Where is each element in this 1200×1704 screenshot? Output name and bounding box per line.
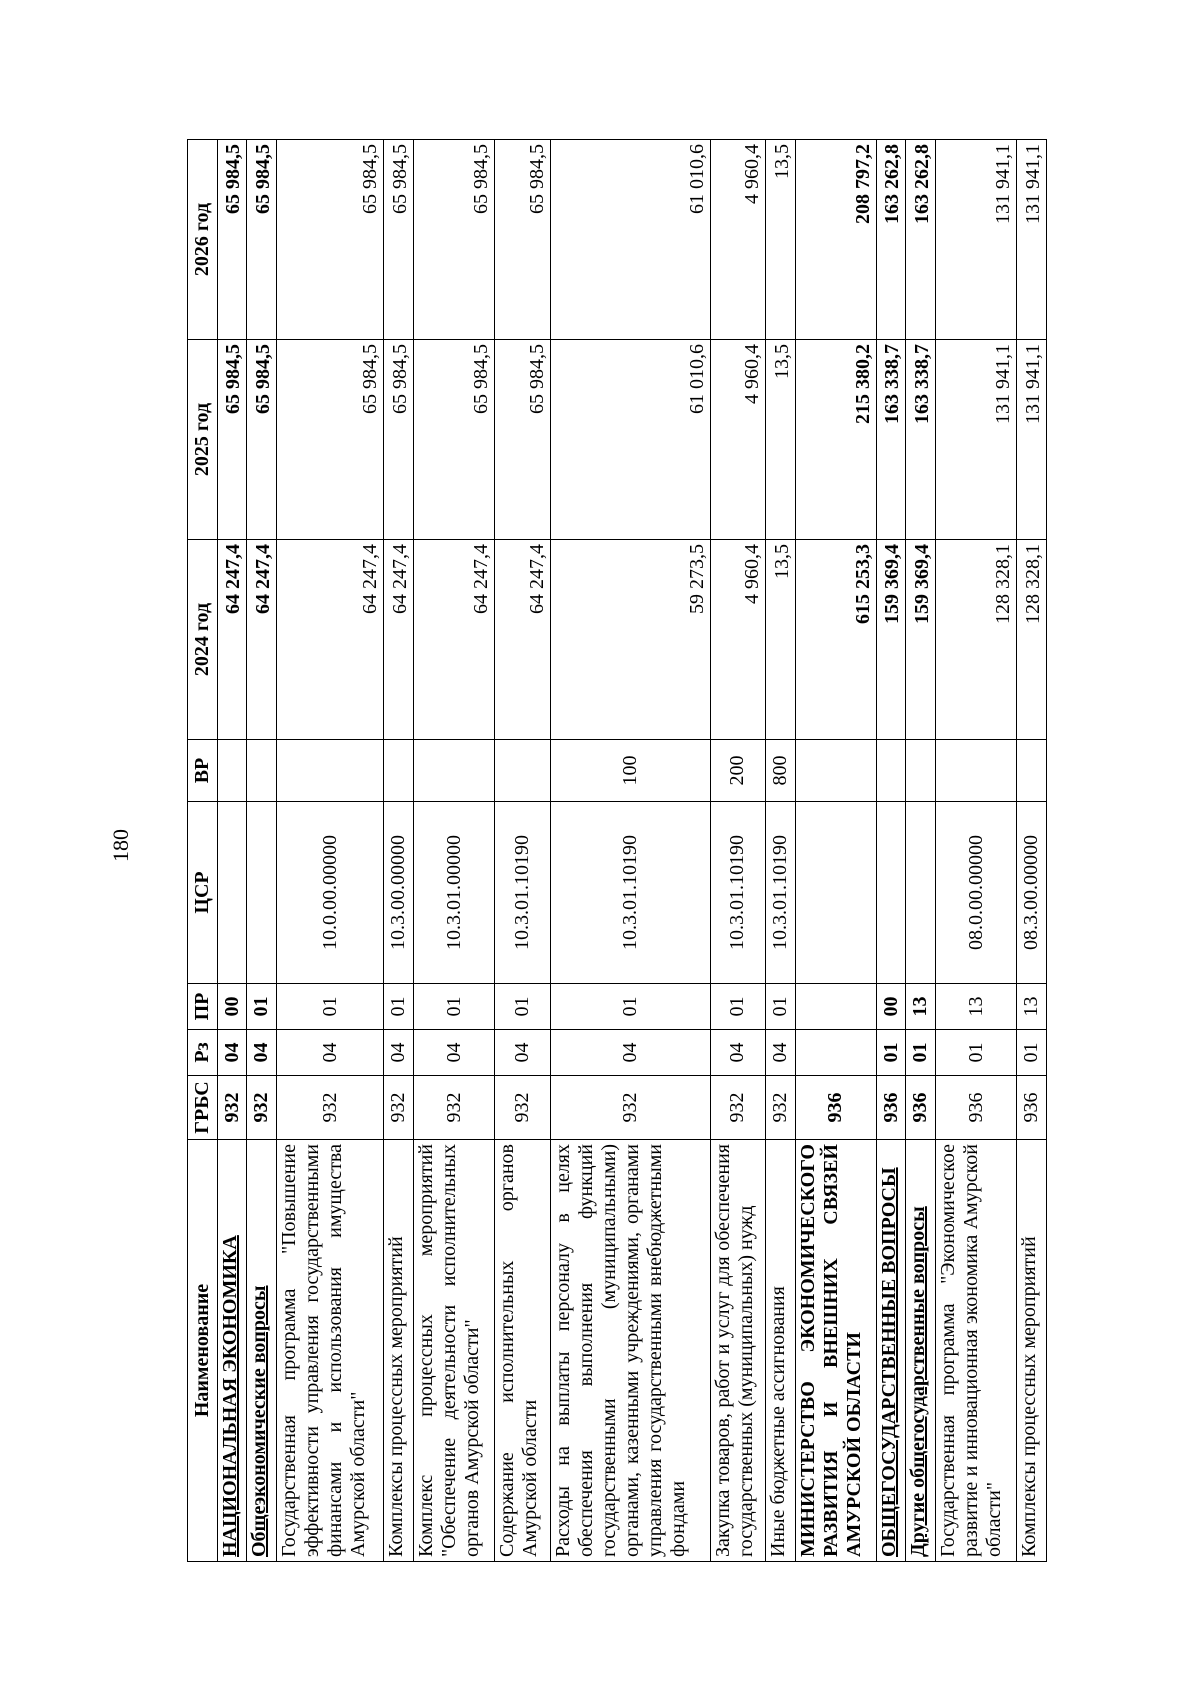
row-2024: 64 247,4 (495, 540, 550, 740)
table-row (218, 140, 247, 1562)
row-vr (795, 740, 877, 802)
table-row (276, 140, 384, 1562)
row-pr: 13 (1017, 984, 1047, 1030)
row-2024: 615 253,3 (795, 540, 877, 740)
row-2025: 65 984,5 (276, 340, 384, 540)
table-row (906, 140, 935, 1562)
row-2024: 64 247,4 (218, 540, 247, 740)
header-grbs: ГРБС (188, 1076, 218, 1140)
row-name: Комплекс процессных мероприятий "Обеспечение деятельности исполнительных органов Амурской области" (413, 1140, 495, 1562)
row-grbs: 932 (710, 1076, 765, 1140)
row-csr (218, 802, 247, 984)
header-vr: ВР (188, 740, 218, 802)
row-vr (276, 740, 384, 802)
header-2025: 2025 год (188, 340, 218, 540)
row-vr (1017, 740, 1047, 802)
header-name: Наименование (188, 1140, 218, 1562)
table-row (495, 140, 550, 1562)
row-2026: 163 262,8 (906, 140, 935, 340)
header-csr: ЦСР (188, 802, 218, 984)
row-rz: 01 (935, 1030, 1017, 1076)
row-pr: 01 (495, 984, 550, 1030)
page-number: 180 (108, 829, 133, 862)
header-pr: ПР (188, 984, 218, 1030)
row-pr: 01 (247, 984, 276, 1030)
row-2024: 128 328,1 (935, 540, 1017, 740)
row-name: Комплексы процессных мероприятий (1017, 1140, 1047, 1562)
row-grbs: 932 (766, 1076, 795, 1140)
table-row (935, 140, 1017, 1562)
row-2025: 163 338,7 (877, 340, 906, 540)
row-vr (413, 740, 495, 802)
row-name: НАЦИОНАЛЬНАЯ ЭКОНОМИКА (218, 1140, 247, 1562)
row-2026: 131 941,1 (1017, 140, 1047, 340)
row-rz: 01 (877, 1030, 906, 1076)
row-name: Комплексы процессных мероприятий (384, 1140, 413, 1562)
row-2024: 64 247,4 (413, 540, 495, 740)
row-rz: 04 (218, 1030, 247, 1076)
row-rz: 04 (247, 1030, 276, 1076)
row-2026: 13,5 (766, 140, 795, 340)
row-grbs: 932 (550, 1076, 710, 1140)
row-grbs: 932 (413, 1076, 495, 1140)
table-row (384, 140, 413, 1562)
row-pr: 13 (935, 984, 1017, 1030)
header-rz: Рз (188, 1030, 218, 1076)
row-2025: 65 984,5 (495, 340, 550, 540)
table-container (187, 140, 1047, 1562)
row-2024: 59 273,5 (550, 540, 710, 740)
row-2025: 65 984,5 (413, 340, 495, 540)
row-name: МИНИСТЕРСТВО ЭКОНОМИЧЕСКОГО РАЗВИТИЯ И ВНЕШНИХ СВЯЗЕЙ АМУРСКОЙ ОБЛАСТИ (795, 1140, 877, 1562)
row-grbs: 936 (906, 1076, 935, 1140)
row-grbs: 936 (877, 1076, 906, 1140)
row-csr: 10.3.01.10190 (710, 802, 765, 984)
row-2026: 65 984,5 (247, 140, 276, 340)
row-grbs: 932 (495, 1076, 550, 1140)
row-name: ОБЩЕГОСУДАРСТВЕННЫЕ ВОПРОСЫ (877, 1140, 906, 1562)
row-2026: 163 262,8 (877, 140, 906, 340)
row-rz: 04 (495, 1030, 550, 1076)
row-vr (906, 740, 935, 802)
row-2026: 65 984,5 (218, 140, 247, 340)
row-rz: 04 (550, 1030, 710, 1076)
table-row (795, 140, 877, 1562)
header-2024: 2024 год (188, 540, 218, 740)
row-name: Закупка товаров, работ и услуг для обеспечения государственных (муниципальных) нужд (710, 1140, 765, 1562)
row-2025: 65 984,5 (218, 340, 247, 540)
table-row (247, 140, 276, 1562)
row-csr: 10.3.01.10190 (766, 802, 795, 984)
row-2025: 4 960,4 (710, 340, 765, 540)
row-2024: 159 369,4 (906, 540, 935, 740)
row-rz: 01 (1017, 1030, 1047, 1076)
row-2025: 215 380,2 (795, 340, 877, 540)
row-2026: 4 960,4 (710, 140, 765, 340)
table-row (413, 140, 495, 1562)
table-row (877, 140, 906, 1562)
row-csr (247, 802, 276, 984)
row-name: Общеэкономические вопросы (247, 1140, 276, 1562)
row-rz: 04 (710, 1030, 765, 1076)
header-2026: 2026 год (188, 140, 218, 340)
row-name: Содержание исполнительных органов Амурской области (495, 1140, 550, 1562)
row-vr (247, 740, 276, 802)
row-vr: 800 (766, 740, 795, 802)
row-name: Государственная программа "Экономическое развитие и инновационная экономика Амурской области" (935, 1140, 1017, 1562)
row-grbs: 932 (276, 1076, 384, 1140)
row-2024: 13,5 (766, 540, 795, 740)
row-csr: 10.3.00.00000 (384, 802, 413, 984)
row-2026: 131 941,1 (935, 140, 1017, 340)
row-rz: 04 (413, 1030, 495, 1076)
row-pr: 01 (766, 984, 795, 1030)
row-2026: 61 010,6 (550, 140, 710, 340)
row-csr: 10.3.01.00000 (413, 802, 495, 984)
row-pr: 13 (906, 984, 935, 1030)
row-2026: 65 984,5 (384, 140, 413, 340)
table-row (710, 140, 765, 1562)
row-vr (218, 740, 247, 802)
row-csr (877, 802, 906, 984)
row-grbs: 936 (795, 1076, 877, 1140)
row-csr: 08.3.00.00000 (1017, 802, 1047, 984)
row-2025: 131 941,1 (935, 340, 1017, 540)
row-rz: 01 (906, 1030, 935, 1076)
row-vr (935, 740, 1017, 802)
row-2024: 4 960,4 (710, 540, 765, 740)
row-2026: 208 797,2 (795, 140, 877, 340)
row-pr: 01 (384, 984, 413, 1030)
row-rz: 04 (384, 1030, 413, 1076)
row-rz (795, 1030, 877, 1076)
row-grbs: 932 (218, 1076, 247, 1140)
row-2026: 65 984,5 (495, 140, 550, 340)
row-2024: 159 369,4 (877, 540, 906, 740)
row-csr: 08.0.00.00000 (935, 802, 1017, 984)
table-row (550, 140, 710, 1562)
row-grbs: 936 (935, 1076, 1017, 1140)
row-vr (384, 740, 413, 802)
row-csr: 10.3.01.10190 (495, 802, 550, 984)
row-grbs: 936 (1017, 1076, 1047, 1140)
row-vr: 200 (710, 740, 765, 802)
row-csr: 10.3.01.10190 (550, 802, 710, 984)
row-name: Государственная программа "Повышение эффективности управления государственными финансами и использования имущества Амурской области" (276, 1140, 384, 1562)
row-pr: 00 (877, 984, 906, 1030)
row-grbs: 932 (384, 1076, 413, 1140)
row-csr (906, 802, 935, 984)
row-vr (877, 740, 906, 802)
row-2025: 13,5 (766, 340, 795, 540)
row-2025: 61 010,6 (550, 340, 710, 540)
row-vr: 100 (550, 740, 710, 802)
row-2025: 163 338,7 (906, 340, 935, 540)
row-pr: 01 (710, 984, 765, 1030)
row-2025: 65 984,5 (384, 340, 413, 540)
row-name: Расходы на выплаты персоналу в целях обеспечения выполнения функций государственными (муниципальными) органами, казенными учреждениями, органами управления государственными внебюджетными фондами (550, 1140, 710, 1562)
row-grbs: 932 (247, 1076, 276, 1140)
row-csr (795, 802, 877, 984)
row-2024: 128 328,1 (1017, 540, 1047, 740)
row-pr: 01 (413, 984, 495, 1030)
row-vr (495, 740, 550, 802)
row-2024: 64 247,4 (384, 540, 413, 740)
row-pr: 01 (276, 984, 384, 1030)
row-pr (795, 984, 877, 1030)
table-row (1017, 140, 1047, 1562)
table-header-row (188, 140, 218, 1562)
row-rz: 04 (276, 1030, 384, 1076)
row-2026: 65 984,5 (276, 140, 384, 340)
row-pr: 01 (550, 984, 710, 1030)
row-2024: 64 247,4 (276, 540, 384, 740)
row-name: Иные бюджетные ассигнования (766, 1140, 795, 1562)
row-rz: 04 (766, 1030, 795, 1076)
table-row (766, 140, 795, 1562)
row-2025: 65 984,5 (247, 340, 276, 540)
budget-table (187, 139, 1047, 1562)
row-2025: 131 941,1 (1017, 340, 1047, 540)
row-pr: 00 (218, 984, 247, 1030)
row-name: Другие общегосударственные вопросы (906, 1140, 935, 1562)
row-2024: 64 247,4 (247, 540, 276, 740)
row-2026: 65 984,5 (413, 140, 495, 340)
row-csr: 10.0.00.00000 (276, 802, 384, 984)
